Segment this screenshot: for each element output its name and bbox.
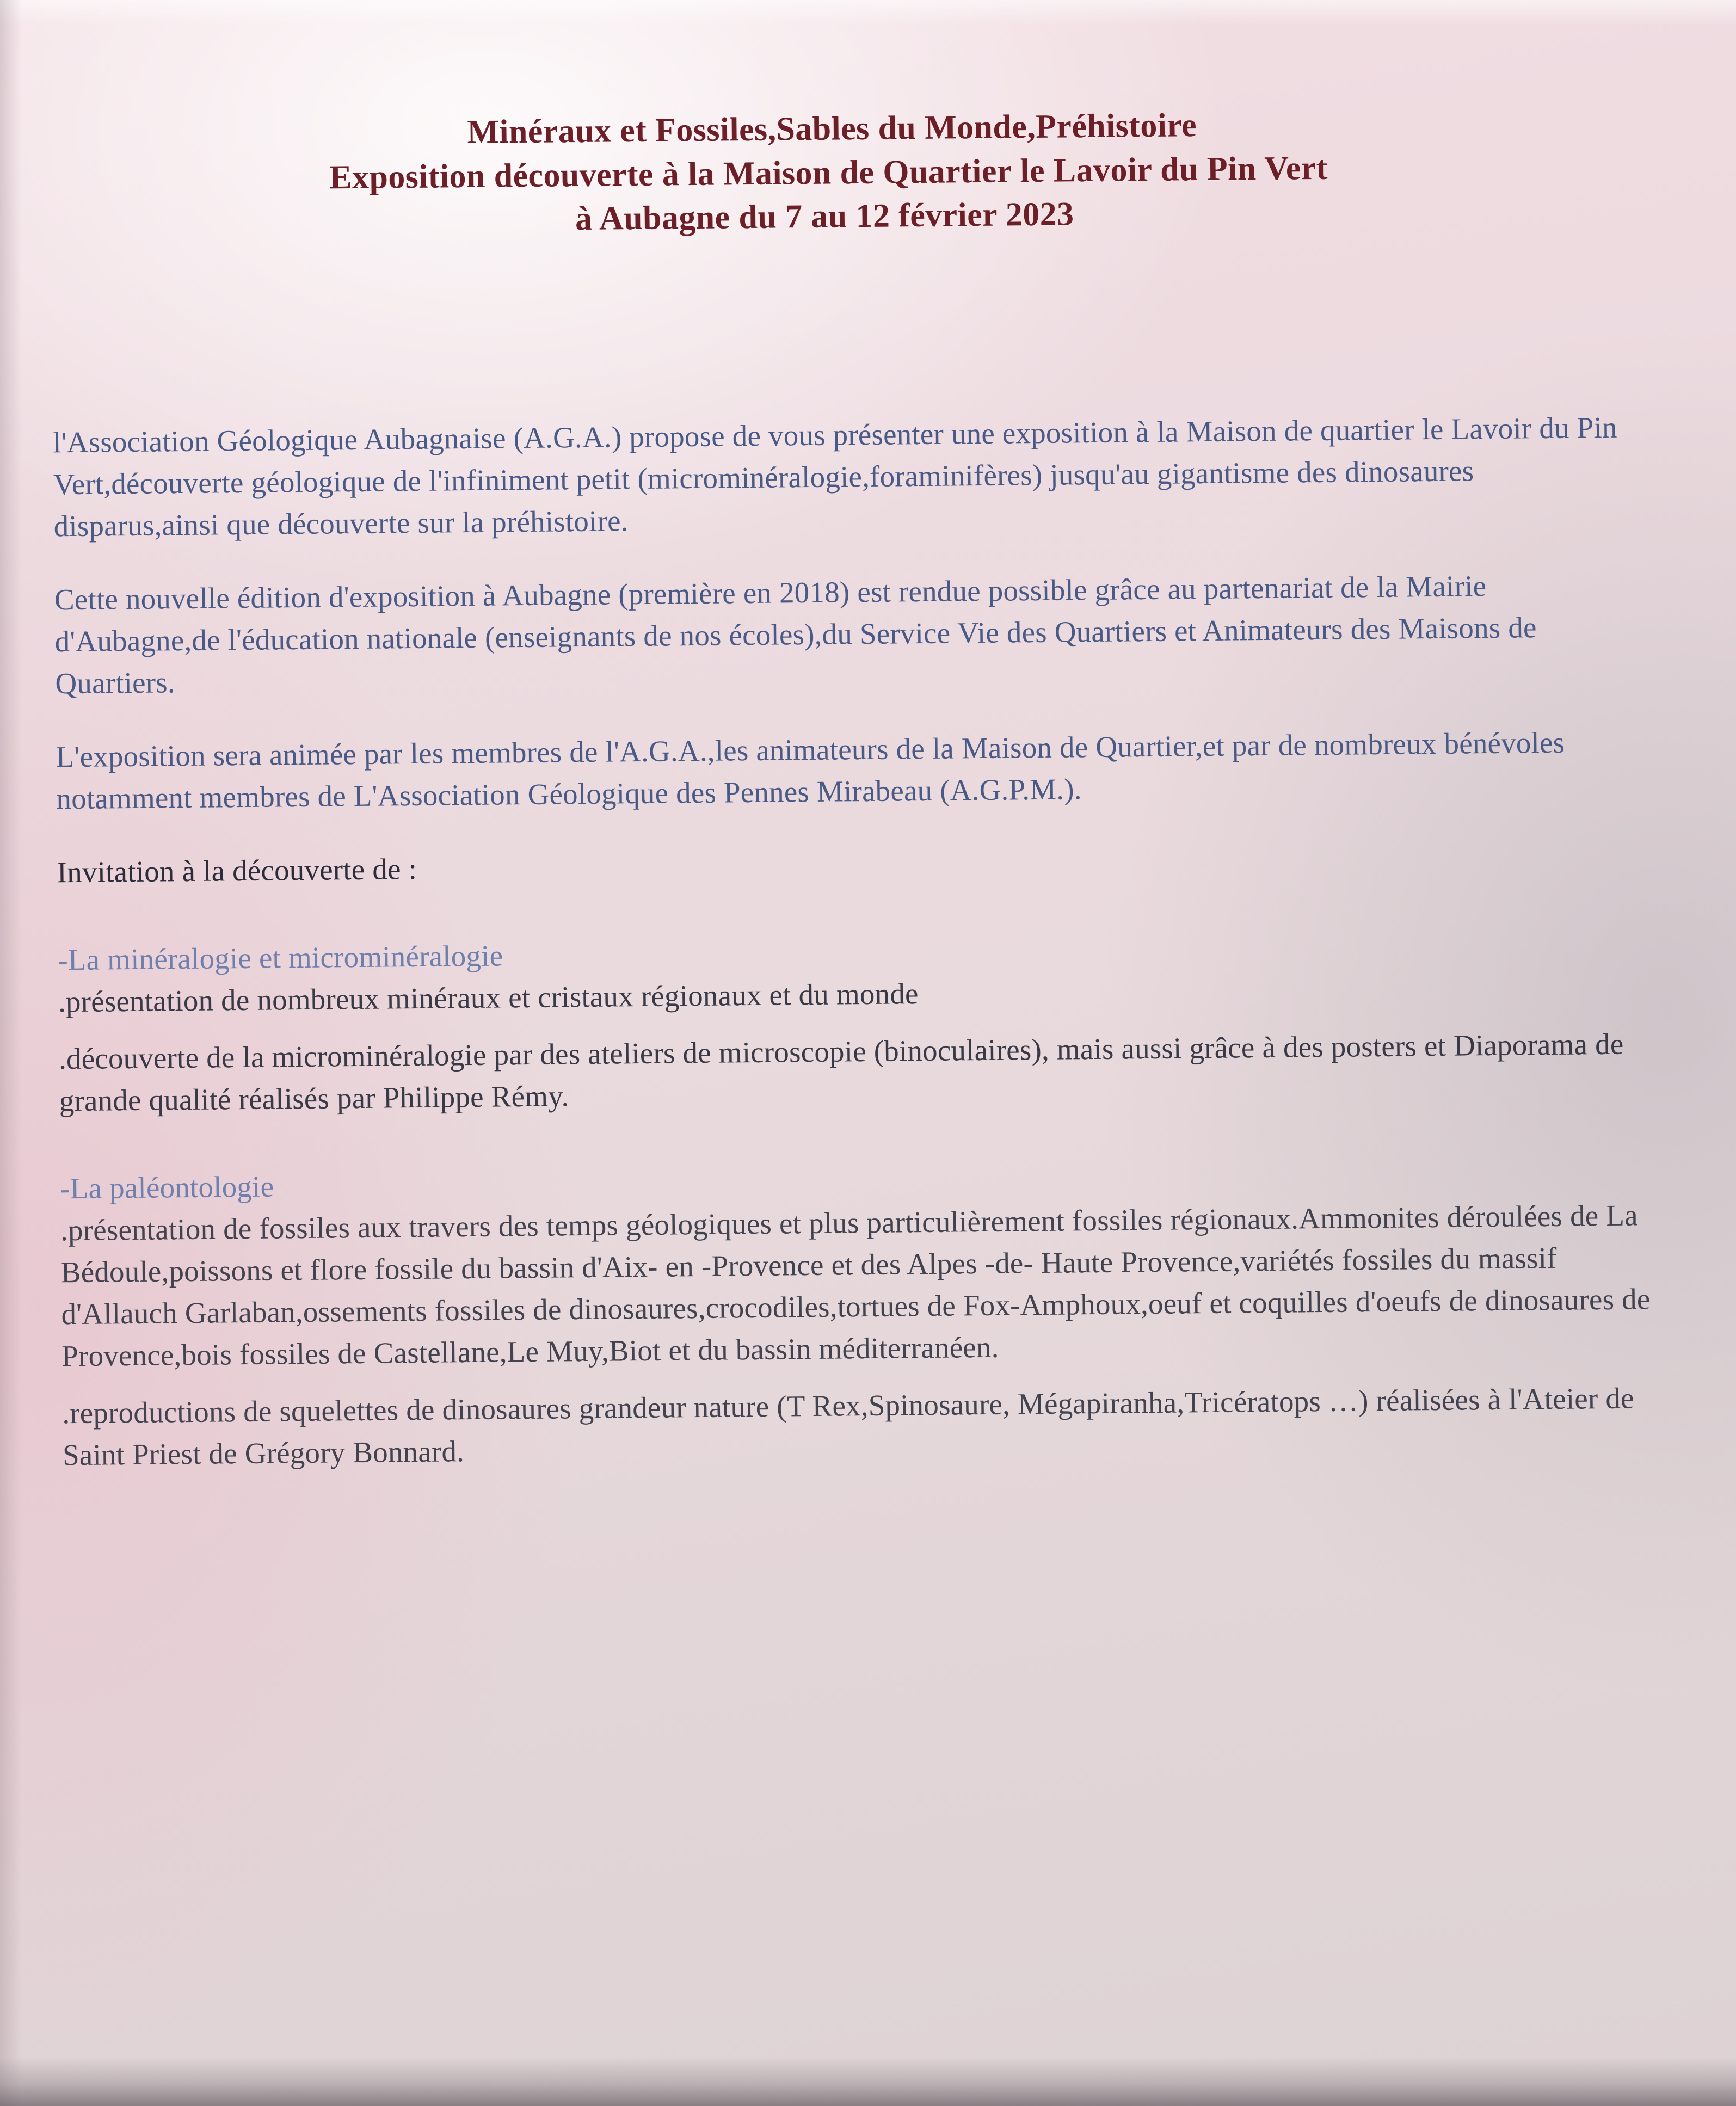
paragraph-animation — [56, 721, 1645, 820]
title-line-2: Exposition découverte à la Maison de Quartier le Lavoir du Pin Vert — [329, 149, 1328, 196]
paleontology-item-1: .présentation de fossiles aux travers des temps géologiques et plus particulièrement fossiles régionaux.Ammonites déroulées de La Bédoule,poissons et flore fossile du bassin d'Aix- en -Provence et des Alpes -de- Haute Provence,variétés fossiles du massif d'Allauch Garlaban,ossements fossiles de dinosaures,crocodiles,tortues de Fox-Amphoux,oeuf et coquilles d'oeufs de dinosaures de Provence,bois fossiles de Castellane,Le Muy,Biot et du bassin méditerranéen. — [60, 1198, 1651, 1373]
paragraph-invitation — [57, 836, 1646, 893]
mineralogy-item-1: .présentation de nombreux minéraux et cristaux régionaux et du monde — [58, 977, 919, 1019]
paragraph-intro — [53, 406, 1643, 547]
paragraph-invitation-text: Invitation à la découverte de : — [57, 852, 417, 889]
paragraph-partnership-text: Cette nouvelle édition d'exposition à Aubagne (première en 2018) est rendue possible grâce au partenariat de la Mairie d'Aubagne,de l'éducation nationale (enseignants de nos écoles),du Service Vie des Quartiers et Animateurs des Maisons de Quartiers. — [54, 569, 1537, 700]
document-title — [0, 99, 1652, 247]
paragraph-partnership — [54, 563, 1645, 704]
paragraph-animation-text: L'exposition sera animée par les membres de l'A.G.A.,les animateurs de la Maison de Quartier,et par de nombreux bénévoles notamment membres de L'Association Géologique des Pennes Mirabeau (A.G.P.M.). — [56, 725, 1565, 816]
section-heading-mineralogy: -La minéralogie et microminéralogie — [57, 939, 503, 977]
paleontology-item-2: .reproductions de squelettes de dinosaures grandeur nature (T Rex,Spinosaure, Mégapiranha,Tricératops …) réalisées à l'Ateier de Saint Priest de Grégory Bonnard. — [61, 1381, 1634, 1472]
mineralogy-item-2: .découverte de la microminéralogie par des ateliers de microscopie (binoculaires), mais aussi grâce à des posters et Diaporama de grande qualité réalisés par Philippe Rémy. — [58, 1027, 1624, 1118]
document-body — [53, 406, 1652, 1476]
title-line-1: Minéraux et Fossiles,Sables du Monde,Préhistoire — [467, 107, 1197, 151]
title-line-3: à Aubagne du 7 au 12 février 2023 — [575, 195, 1074, 238]
section-heading-paleontology: -La paléontologie — [60, 1169, 274, 1205]
paragraph-intro-text: l'Association Géologique Aubagnaise (A.G.A.) propose de vous présenter une exposition à la Maison de quartier le Lavoir du Pin Vert,découverte géologique de l'infiniment petit (microminéralogie,foraminifères) jusqu'au gigantisme des dinosaures disparus,ainsi que découverte sur la préhistoire. — [52, 410, 1617, 543]
